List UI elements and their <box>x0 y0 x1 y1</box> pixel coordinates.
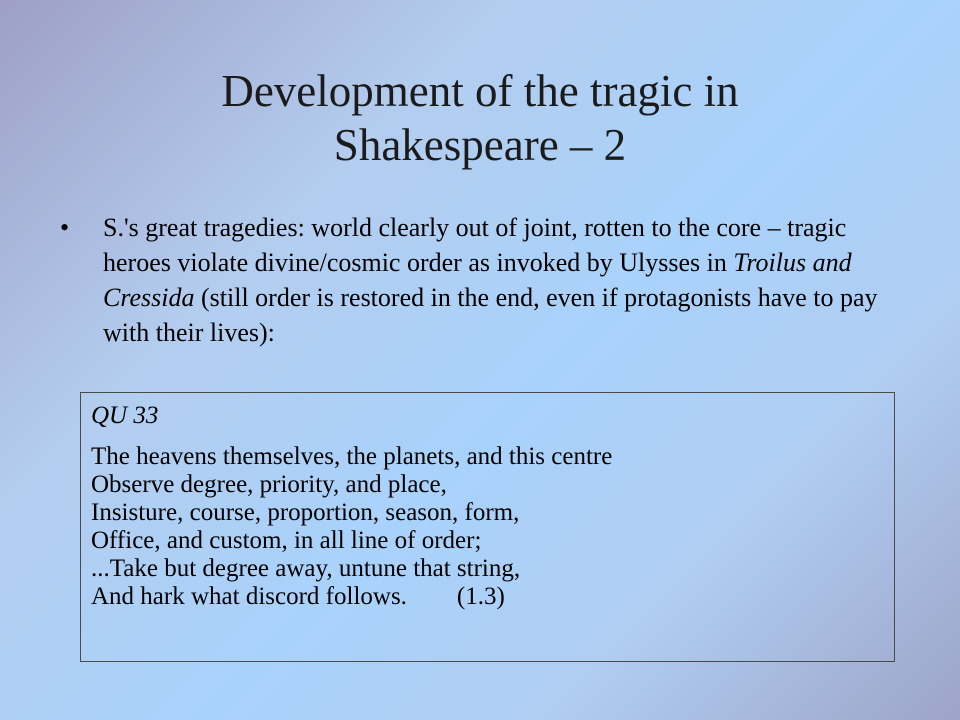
quotation-box <box>80 392 895 662</box>
quotation-line-6: And hark what discord follows. (1.3) <box>91 583 505 610</box>
quotation-line-4: Office, and custom, in all line of order; <box>91 527 482 554</box>
slide-title <box>0 64 960 172</box>
quotation-line-3: Insisture, course, proportion, season, form, <box>91 499 520 526</box>
bullet-point <box>60 210 890 350</box>
bullet-marker: • <box>60 213 70 242</box>
work-title: Troilus and Cressida <box>103 248 852 312</box>
quotation-line-2: Observe degree, priority, and place, <box>91 471 447 498</box>
quotation-line-5: ...Take but degree away, untune that string, <box>91 555 521 582</box>
slide-title-line-1: Development of the tragic in <box>221 66 739 116</box>
quotation-reference: QU 33 <box>91 402 159 429</box>
quotation-line-1: The heavens themselves, the planets, and this centre <box>91 443 613 470</box>
bullet-text <box>103 210 890 350</box>
bullet-text-part-1: S.'s great tragedies: world clearly out of joint, rotten to the core – tragic heroes violate divine/cosmic order as invoked by Ulysses in <box>103 213 847 277</box>
slide-title-line-2: Shakespeare – 2 <box>333 120 627 170</box>
bullet-text-part-2: (still order is restored in the end, even if protagonists have to pay with their lives): <box>103 283 878 347</box>
